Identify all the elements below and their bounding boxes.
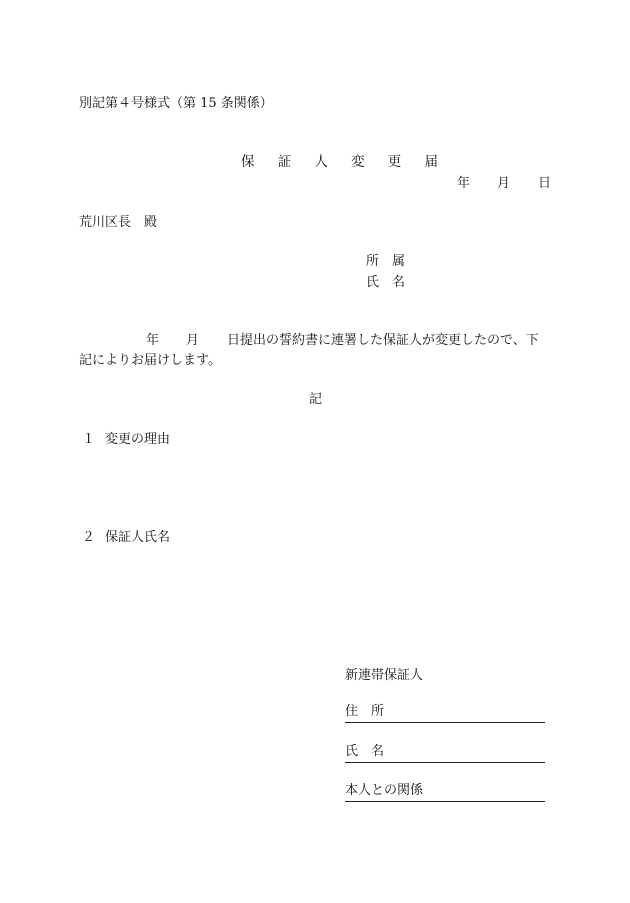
form-label: 別記第４号様式（第 15 条関係）	[79, 96, 273, 111]
item-2-number: ２	[82, 530, 96, 545]
item-2-label: 保証人氏名	[105, 530, 171, 545]
body-year-label: 年	[146, 333, 160, 348]
ki-heading: 記	[309, 392, 323, 407]
page-title: 保 証 人 変 更 届	[241, 154, 448, 170]
name-field[interactable]	[345, 743, 545, 763]
date-year-label: 年	[457, 176, 471, 191]
new-guarantor-heading: 新連帯保証人	[345, 668, 424, 683]
body-month-label: 月	[186, 333, 200, 348]
relation-label: 本人との関係	[345, 783, 424, 798]
item-1-number: １	[82, 432, 96, 447]
submitter-name-label: 氏 名	[366, 275, 406, 290]
relation-underline	[345, 801, 545, 802]
relation-field[interactable]	[345, 782, 545, 802]
name-label: 氏 名	[345, 744, 385, 759]
addressee: 荒川区長 殿	[79, 215, 158, 230]
body-text-line2: 記によりお届けします。	[79, 353, 221, 368]
item-1-label: 変更の理由	[105, 432, 171, 447]
address-underline	[345, 722, 545, 723]
address-field[interactable]	[345, 703, 545, 723]
name-underline	[345, 762, 545, 763]
address-label: 住 所	[345, 704, 385, 719]
submitter-affiliation-label: 所 属	[366, 254, 406, 269]
date-month-label: 月	[497, 176, 511, 191]
body-text-line1: 日提出の誓約書に連署した保証人が変更したので、下	[227, 333, 539, 348]
date-day-label: 日	[538, 176, 552, 191]
